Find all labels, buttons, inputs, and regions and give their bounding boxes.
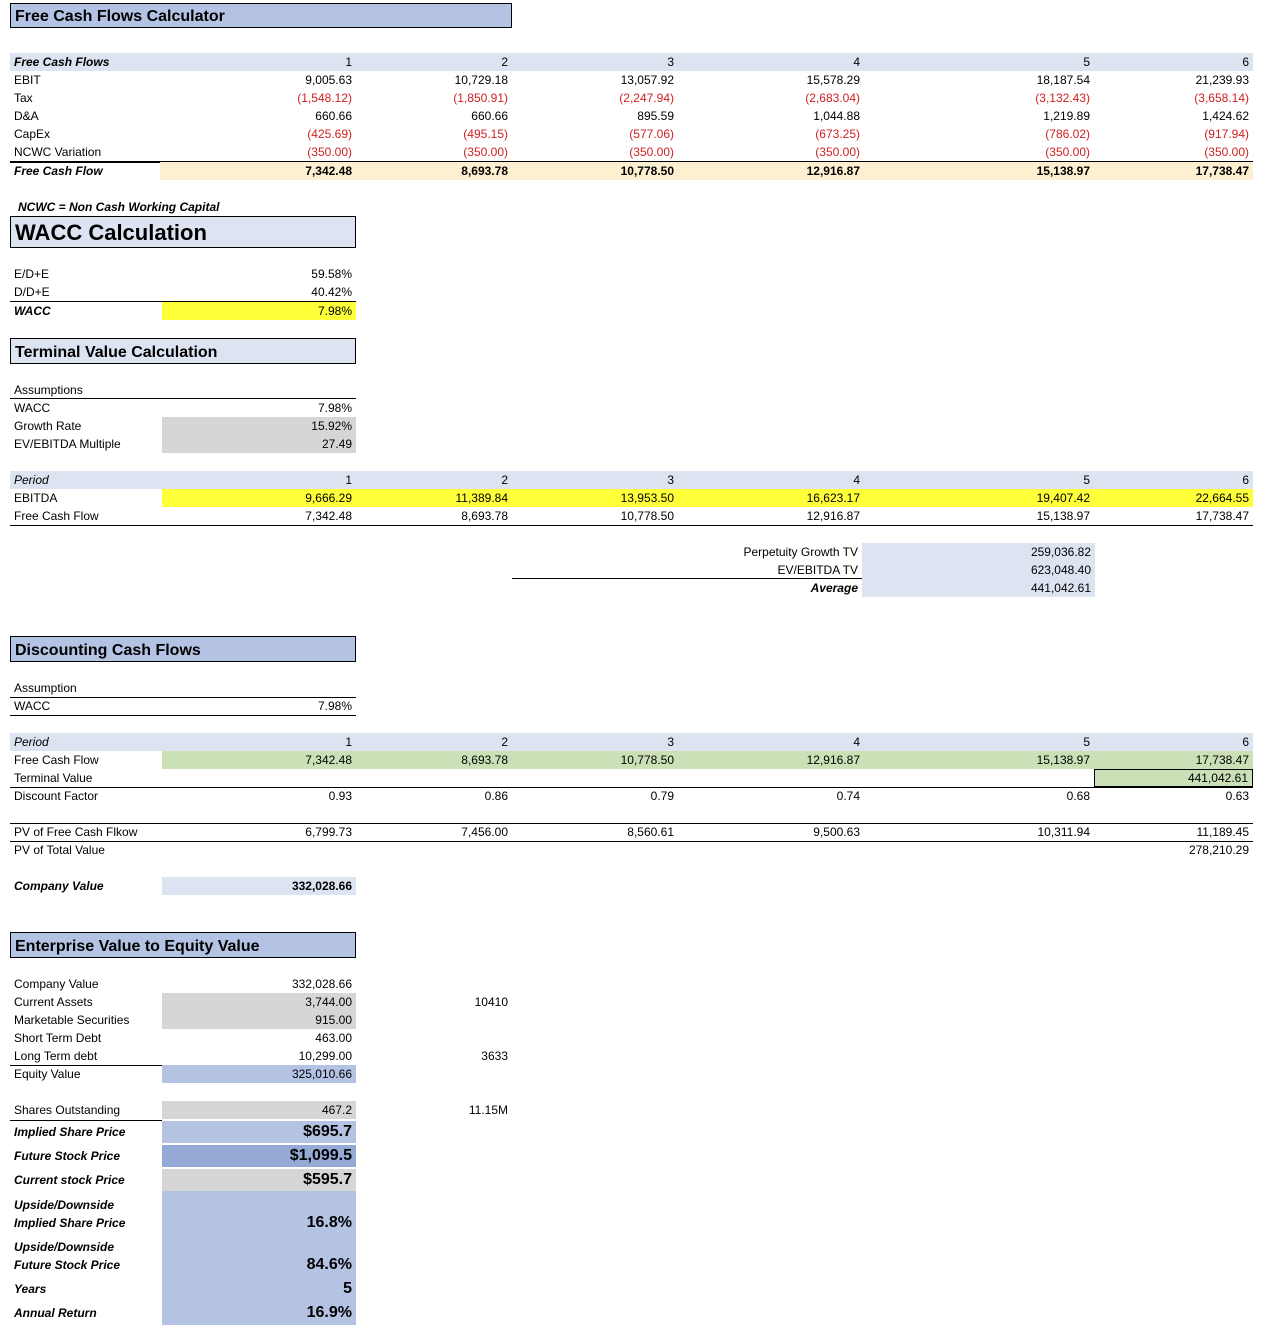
fcf-header-label: Free Cash Flows bbox=[14, 55, 110, 69]
ev-row-label: Company Value bbox=[14, 977, 99, 991]
wacc-row-e bbox=[10, 265, 356, 283]
fcf-row-value: 1,219.89 bbox=[1043, 109, 1090, 123]
fcf-row-value: 1,044.88 bbox=[813, 109, 860, 123]
dcf-wacc-bottom bbox=[10, 715, 356, 716]
ev-shares-label: Shares Outstanding bbox=[14, 1103, 121, 1117]
fcf-row-value: (3,132.43) bbox=[1035, 91, 1090, 105]
dcf-pvt-value: 278,210.29 bbox=[1188, 843, 1249, 857]
dcf-df-2: 0.86 bbox=[484, 789, 508, 803]
fcf-row bbox=[10, 89, 1253, 107]
ev-ud1-label1: Upside/Downside bbox=[14, 1198, 115, 1212]
period-1: 1 bbox=[345, 55, 352, 69]
ev-implied-label: Implied Share Price bbox=[14, 1125, 126, 1139]
fcf-row-value: (3,658.14) bbox=[1194, 91, 1249, 105]
fcf-row-value: (350.00) bbox=[815, 145, 860, 159]
ev-row-label: Marketable Securities bbox=[14, 1013, 130, 1027]
dcf-period-4: 4 bbox=[853, 735, 860, 749]
ev-row-extra: 3633 bbox=[481, 1049, 508, 1063]
dcf-period-3: 3 bbox=[667, 735, 674, 749]
ev-years-label: Years bbox=[14, 1282, 47, 1296]
ev-shares-value: 467.2 bbox=[162, 1101, 356, 1119]
ev-row-extra bbox=[356, 1029, 512, 1047]
fcf-row-value: 15,578.29 bbox=[806, 73, 860, 87]
tv-ebitda-row bbox=[10, 489, 1253, 507]
dcf-period-label: Period bbox=[14, 735, 49, 749]
tv-ebitda-label: EBITDA bbox=[14, 491, 58, 505]
fcf-row-value: (786.02) bbox=[1045, 127, 1090, 141]
ev-row-value: 10,299.00 bbox=[298, 1049, 352, 1063]
fcf-row-label: D&A bbox=[14, 109, 39, 123]
fcf-row bbox=[10, 143, 1253, 161]
fcf-row bbox=[10, 125, 1253, 143]
ev-equity-row bbox=[10, 1065, 356, 1083]
ev-row-extra: 10410 bbox=[474, 995, 508, 1009]
fcf-row-value: 10,729.18 bbox=[454, 73, 508, 87]
tv-assump-wacc bbox=[10, 399, 356, 417]
fcf-row-value: (1,850.91) bbox=[453, 91, 508, 105]
dcf-tv-row bbox=[10, 769, 1253, 787]
fcf-row bbox=[10, 107, 1253, 125]
ev-row bbox=[10, 993, 520, 1011]
tv-ebitda-6: 22,664.55 bbox=[1195, 491, 1249, 505]
fcf-row-value: (2,683.04) bbox=[805, 91, 860, 105]
ev-row bbox=[10, 1047, 520, 1065]
dcf-tv-label: Terminal Value bbox=[14, 771, 93, 785]
tv-ebitda-4: 16,623.17 bbox=[806, 491, 860, 505]
dcf-pv-row bbox=[10, 823, 1253, 841]
dcf-pvt-label: PV of Total Value bbox=[14, 843, 105, 857]
tv-avg-label: Average bbox=[810, 581, 858, 595]
tv-avg-value: 441,042.61 bbox=[862, 579, 1095, 597]
tv-ebitda-3: 13,953.50 bbox=[620, 491, 674, 505]
dcf-fcf-3: 10,778.50 bbox=[620, 753, 674, 767]
wacc-e-value: 59.58% bbox=[311, 267, 352, 281]
tv-ebitda-5: 19,407.42 bbox=[1036, 491, 1090, 505]
tv-perp-label: Perpetuity Growth TV bbox=[743, 545, 858, 559]
dcf-assumption-label: Assumption bbox=[14, 681, 77, 695]
dcf-pv-2: 7,456.00 bbox=[461, 825, 508, 839]
ev-equity-value: 325,010.66 bbox=[162, 1065, 356, 1083]
wacc-e-label: E/D+E bbox=[14, 267, 50, 281]
fcf-row-value: 13,057.92 bbox=[620, 73, 674, 87]
fcf-total-row bbox=[10, 162, 1253, 180]
fcf-row-value: (350.00) bbox=[307, 145, 352, 159]
ev-annual-value: 16.9% bbox=[306, 1304, 352, 1321]
tv-multiple-label: EV/EBITDA Multiple bbox=[14, 437, 121, 451]
tv-multiple-value: 27.49 bbox=[162, 435, 356, 453]
fcf-total-2: 8,693.78 bbox=[356, 162, 512, 180]
ev-shares-row bbox=[10, 1101, 520, 1119]
dcf-period-2: 2 bbox=[501, 735, 508, 749]
dcf-period-row bbox=[10, 733, 1253, 751]
tv-perp-value: 259,036.82 bbox=[862, 543, 1095, 561]
tv-fcf-4: 12,916.87 bbox=[806, 509, 860, 523]
dcf-wacc-row bbox=[10, 697, 356, 715]
ev-row-extra bbox=[356, 1011, 512, 1029]
dcf-period-1: 1 bbox=[345, 735, 352, 749]
dcf-fcf-2: 8,693.78 bbox=[461, 753, 508, 767]
dcf-pv-label: PV of Free Cash Flkow bbox=[14, 825, 138, 839]
ev-row-label: Short Term Debt bbox=[14, 1031, 102, 1045]
fcf-row-value: (495.15) bbox=[463, 127, 508, 141]
fcf-total-label: Free Cash Flow bbox=[14, 164, 103, 178]
tv-period-label: Period bbox=[14, 473, 49, 487]
tv-period-row bbox=[10, 471, 1253, 489]
dcf-pv-1: 6,799.73 bbox=[305, 825, 352, 839]
wacc-section-title: WACC Calculation bbox=[10, 216, 356, 248]
ev-ud2-value: 84.6% bbox=[306, 1256, 352, 1273]
dcf-assumption-heading bbox=[10, 679, 356, 697]
ev-row-label: Long Term debt bbox=[14, 1049, 98, 1063]
tv-ev-value: 623,048.40 bbox=[862, 561, 1095, 579]
tv-growth-value: 15.92% bbox=[162, 417, 356, 435]
fcf-row-value: (917.94) bbox=[1204, 127, 1249, 141]
dcf-df-6: 0.63 bbox=[1225, 789, 1249, 803]
dcf-df-1: 0.93 bbox=[328, 789, 352, 803]
dcf-company-row bbox=[10, 877, 356, 895]
ev-row-value: 332,028.66 bbox=[291, 977, 352, 991]
fcf-row-label: Tax bbox=[14, 91, 33, 105]
fcf-row-label: EBIT bbox=[14, 73, 41, 87]
ev-annual-label: Annual Return bbox=[14, 1306, 97, 1320]
fcf-row-value: (350.00) bbox=[463, 145, 508, 159]
dcf-period-6: 6 bbox=[1242, 735, 1249, 749]
tv-period-5: 5 bbox=[1083, 473, 1090, 487]
period-4: 4 bbox=[853, 55, 860, 69]
ev-ud1-value: 16.8% bbox=[306, 1214, 352, 1231]
ev-equity-label: Equity Value bbox=[14, 1067, 81, 1081]
ev-row-value: 463.00 bbox=[315, 1031, 352, 1045]
tv-table-bottom bbox=[10, 525, 1253, 526]
fcf-row-value: 21,239.93 bbox=[1195, 73, 1249, 87]
dcf-df-label: Discount Factor bbox=[14, 789, 99, 803]
tv-period-4: 4 bbox=[853, 473, 860, 487]
tv-ebitda-2: 11,389.84 bbox=[455, 491, 508, 505]
tv-fcf-2: 8,693.78 bbox=[461, 509, 508, 523]
fcf-row-value: (577.06) bbox=[629, 127, 674, 141]
ev-row-value: 915.00 bbox=[162, 1011, 356, 1029]
dcf-fcf-4: 12,916.87 bbox=[806, 753, 860, 767]
tv-fcf-1: 7,342.48 bbox=[305, 509, 352, 523]
tv-fcf-row bbox=[10, 507, 1253, 525]
fcf-total-4: 12,916.87 bbox=[678, 162, 864, 180]
fcf-row-value: 9,005.63 bbox=[305, 73, 352, 87]
tv-wacc-value: 7.98% bbox=[317, 401, 352, 415]
tv-summary-perp bbox=[512, 543, 1095, 561]
ev-row bbox=[10, 1011, 520, 1029]
wacc-d-value: 40.42% bbox=[311, 285, 352, 299]
ev-row-extra bbox=[356, 975, 512, 993]
tv-period-3: 3 bbox=[667, 473, 674, 487]
fcf-row-label: NCWC Variation bbox=[14, 145, 102, 159]
wacc-row-d bbox=[10, 283, 356, 301]
tv-assump-growth bbox=[10, 417, 356, 435]
dcf-fcf-label: Free Cash Flow bbox=[14, 753, 99, 767]
tv-assumptions-label: Assumptions bbox=[14, 383, 83, 397]
ncwc-note: NCWC = Non Cash Working Capital bbox=[18, 200, 220, 214]
ev-future-value: $1,099.5 bbox=[289, 1147, 352, 1164]
dcf-df-row bbox=[10, 787, 1253, 805]
dcf-section-title: Discounting Cash Flows bbox=[10, 636, 356, 662]
ev-current-value: $595.7 bbox=[303, 1171, 352, 1188]
tv-assumptions-heading bbox=[10, 381, 356, 399]
fcf-row-label: CapEx bbox=[14, 127, 51, 141]
fcf-row-value: (350.00) bbox=[1045, 145, 1090, 159]
ev-implied-divider bbox=[10, 1120, 162, 1121]
ev-ud2-label2: Future Stock Price bbox=[14, 1258, 121, 1272]
tv-wacc-label: WACC bbox=[14, 401, 51, 415]
wacc-row-total bbox=[10, 302, 356, 320]
period-5: 5 bbox=[1083, 55, 1090, 69]
tv-ev-label: EV/EBITDA TV bbox=[777, 563, 858, 577]
dcf-df-3: 0.79 bbox=[650, 789, 674, 803]
dcf-pv-3: 8,560.61 bbox=[627, 825, 674, 839]
tv-section-title: Terminal Value Calculation bbox=[10, 338, 356, 364]
ev-row bbox=[10, 975, 520, 993]
tv-period-1: 1 bbox=[345, 473, 352, 487]
dcf-company-label: Company Value bbox=[14, 879, 104, 893]
fcf-total-5: 15,138.97 bbox=[864, 162, 1094, 180]
fcf-row-value: (425.69) bbox=[307, 127, 352, 141]
dcf-fcf-1: 7,342.48 bbox=[305, 753, 352, 767]
tv-summary-ev bbox=[512, 561, 1095, 579]
tv-summary-avg bbox=[512, 579, 1095, 597]
fcf-row-value: (673.25) bbox=[815, 127, 860, 141]
fcf-row-value: (2,247.94) bbox=[619, 91, 674, 105]
fcf-header-row bbox=[10, 53, 1253, 71]
tv-period-6: 6 bbox=[1242, 473, 1249, 487]
fcf-row-value: (350.00) bbox=[629, 145, 674, 159]
fcf-row-value: 660.66 bbox=[315, 109, 352, 123]
tv-fcf-5: 15,138.97 bbox=[1036, 509, 1090, 523]
fcf-total-3: 10,778.50 bbox=[512, 162, 678, 180]
fcf-section-title: Free Cash Flows Calculator bbox=[10, 3, 512, 28]
fcf-row-value: 895.59 bbox=[637, 109, 674, 123]
dcf-pv-5: 10,311.94 bbox=[1037, 825, 1090, 839]
tv-assump-multiple bbox=[10, 435, 356, 453]
dcf-fcf-6: 17,738.47 bbox=[1195, 753, 1249, 767]
fcf-row-value: 18,187.54 bbox=[1036, 73, 1090, 87]
ev-row bbox=[10, 1029, 520, 1047]
dcf-period-5: 5 bbox=[1083, 735, 1090, 749]
dcf-company-value: 332,028.66 bbox=[162, 877, 356, 895]
ev-row-label: Current Assets bbox=[14, 995, 93, 1009]
tv-fcf-label: Free Cash Flow bbox=[14, 509, 99, 523]
ev-future-label: Future Stock Price bbox=[14, 1149, 121, 1163]
dcf-pv-6: 11,189.45 bbox=[1196, 825, 1249, 839]
dcf-fcf-row bbox=[10, 751, 1253, 769]
wacc-total-value: 7.98% bbox=[162, 302, 356, 320]
ev-ud2-label1: Upside/Downside bbox=[14, 1240, 115, 1254]
ev-row-value: 3,744.00 bbox=[162, 993, 356, 1011]
ev-section-title: Enterprise Value to Equity Value bbox=[10, 932, 356, 958]
tv-ebitda-1: 9,666.29 bbox=[305, 491, 352, 505]
dcf-df-5: 0.68 bbox=[1066, 789, 1090, 803]
dcf-pv-4: 9,500.63 bbox=[813, 825, 860, 839]
dcf-wacc-value: 7.98% bbox=[317, 699, 352, 713]
dcf-tv-value: 441,042.61 bbox=[1094, 769, 1253, 787]
dcf-fcf-5: 15,138.97 bbox=[1036, 753, 1090, 767]
dcf-pvt-row bbox=[10, 841, 1253, 859]
fcf-row-value: 1,424.62 bbox=[1202, 109, 1249, 123]
wacc-d-label: D/D+E bbox=[14, 285, 50, 299]
ev-implied-value: $695.7 bbox=[303, 1123, 352, 1140]
ev-shares-extra: 11.15M bbox=[468, 1103, 508, 1117]
tv-period-2: 2 bbox=[501, 473, 508, 487]
period-2: 2 bbox=[501, 55, 508, 69]
ev-current-label: Current stock Price bbox=[14, 1173, 125, 1187]
tv-fcf-3: 10,778.50 bbox=[620, 509, 674, 523]
dcf-wacc-label: WACC bbox=[14, 699, 51, 713]
fcf-row bbox=[10, 71, 1253, 89]
fcf-total-1: 7,342.48 bbox=[160, 162, 356, 180]
fcf-total-6: 17,738.47 bbox=[1094, 162, 1253, 180]
fcf-row-value: (1,548.12) bbox=[297, 91, 352, 105]
period-6: 6 bbox=[1242, 55, 1249, 69]
ev-years-value: 5 bbox=[343, 1280, 352, 1297]
tv-growth-label: Growth Rate bbox=[14, 419, 82, 433]
ev-ud1-label2: Implied Share Price bbox=[14, 1216, 126, 1230]
period-3: 3 bbox=[667, 55, 674, 69]
wacc-total-label: WACC bbox=[14, 304, 51, 318]
fcf-row-value: 660.66 bbox=[471, 109, 508, 123]
dcf-df-4: 0.74 bbox=[836, 789, 860, 803]
tv-fcf-6: 17,738.47 bbox=[1195, 509, 1249, 523]
fcf-row-value: (350.00) bbox=[1204, 145, 1249, 159]
